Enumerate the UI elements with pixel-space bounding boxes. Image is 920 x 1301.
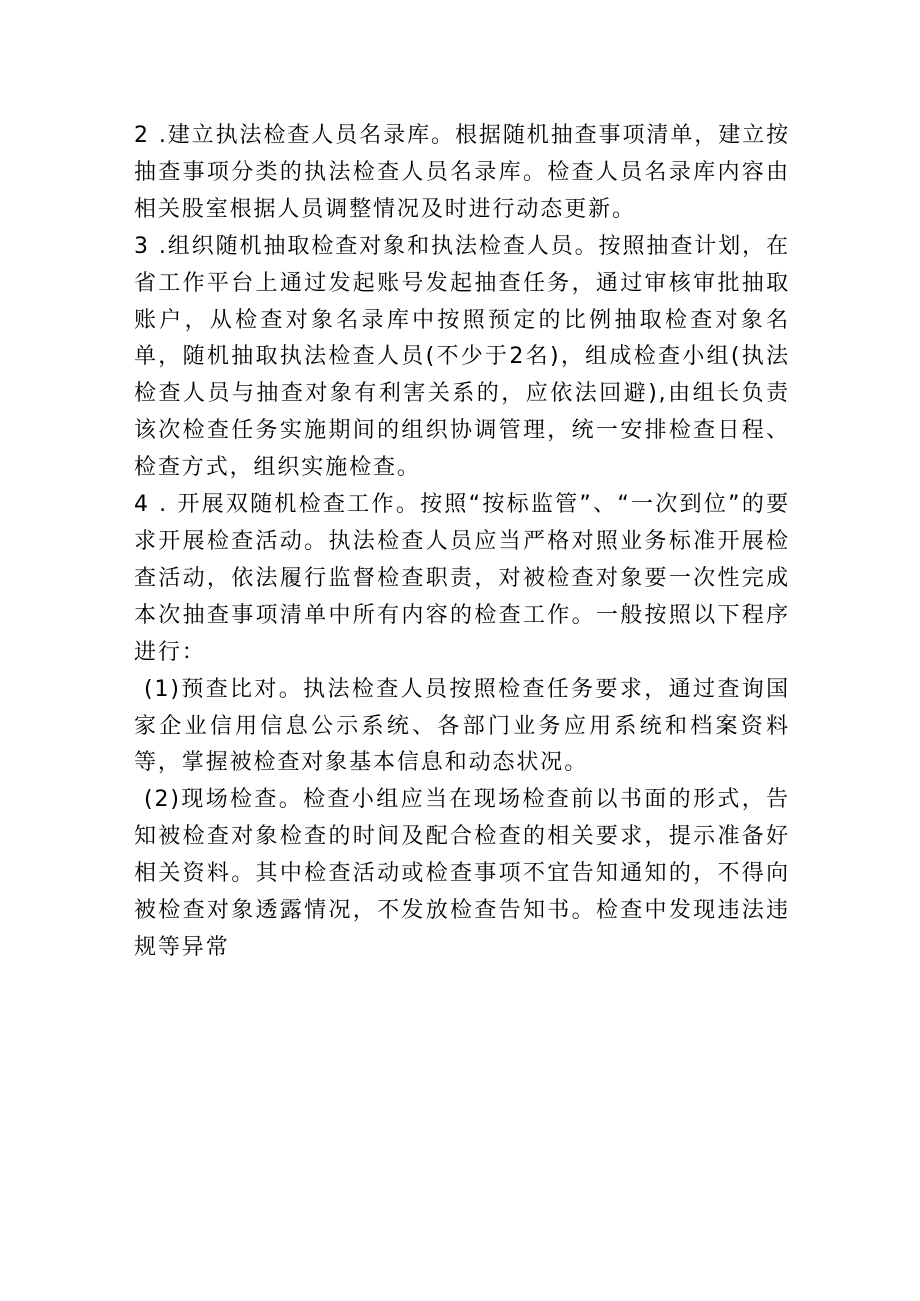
paragraph-pre-check-comparison: (1)预查比对。执法检查人员按照检查任务要求，通过查询国家企业信用信息公示系统、各部门业务应用系统和档案资料等，掌握被检查对象基本信息和动态状况。 — [134, 676, 790, 776]
paragraph-on-site-inspection: (2)现场检查。检查小组应当在现场检查前以书面的形式，告知被检查对象检查的时间及配合检查的相关要求，提示准备好相关资料。其中检查活动或检查事项不宜告知通知的，不得向被检查对象透露情况，不发放检查告知书。检查中发现违法违规等异常 — [134, 787, 790, 960]
paragraph-personnel-directory: 2 .建立执法检查人员名录库。根据随机抽查事项清单，建立按抽查事项分类的执法检查人员名录库。检查人员名录库内容由相关股室根据人员调整情况及时进行动态更新。 — [134, 123, 790, 222]
paragraph-random-selection: 3 .组织随机抽取检查对象和执法检查人员。按照抽查计划，在省工作平台上通过发起账号发起抽查任务，通过审核审批抽取账户，从检查对象名录库中按照预定的比例抽取检查对象名单，随机抽取执法检查人员(不少于2名)，组成检查小组(执法检查人员与抽查对象有利害关系的，应依法回避),由组长负责该次检查任务实施期间的组织协调管理，统一安排检查日程、检查方式，组织实施检查。 — [134, 233, 790, 481]
document-body — [134, 118, 790, 967]
paragraph-double-random-inspection: 4 . 开展双随机检查工作。按照“按标监管”、“一次到位”的要求开展检查活动。执法检查人员应当严格对照业务标准开展检查活动，依法履行监督检查职责，对被检查对象要一次性完成本次抽查事项清单中所有内容的检查工作。一般按照以下程序进行： — [134, 492, 790, 665]
